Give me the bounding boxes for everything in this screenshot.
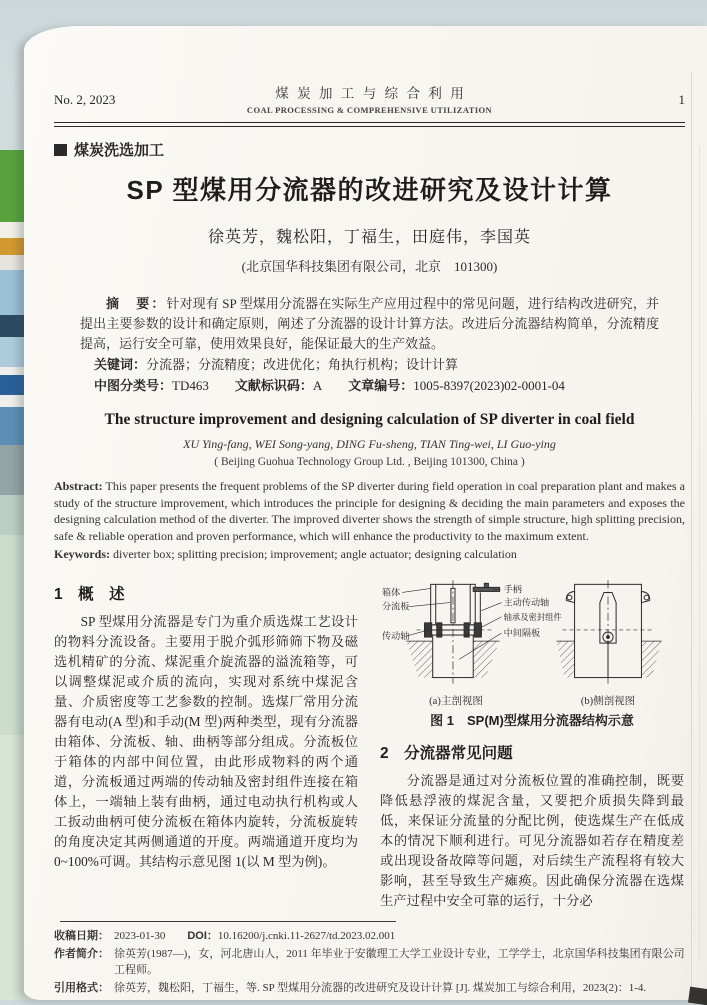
keywords-en-line [54, 546, 685, 562]
bottom-corner-shadow [688, 987, 707, 1005]
fig-label-bearing-seal: 轴承及密封组件 [503, 611, 562, 622]
section-2-body: 分流器是通过对分流板位置的准确控制，既要降低悬浮液的煤泥含量，又要把介质损失降到最低，来保证分流量的分配比例，使选煤生产在低成本的情况下顺利进行。可见分流器如若存在精度差或出现设备故障等问题，对后续生产流程将有较大影响，甚至导致生产瘫痪。因此确保分流器在选煤生产过程中安全可靠的运行，十分必 [380, 773, 684, 908]
article-title-en: The structure improvement and designing calculation of SP diverter in coal field [104, 411, 635, 428]
figure-1 [380, 578, 684, 729]
subfigure-b-label: (b)侧剖视图 [580, 696, 636, 707]
clc-label: 中图分类号： [94, 378, 173, 393]
column-tag [54, 139, 685, 160]
doc-code: A [312, 378, 323, 393]
doi-value: 10.16200/j.cnki.11-2627/td.2023.02.001 [217, 930, 396, 942]
citation-row [54, 980, 685, 996]
cite-text: 徐英芳，魏松阳，丁福生，等. SP 型煤用分流器的改进研究及设计计算 [J]. 煤炭加工与综合利用，2023(2)：1-4. [114, 982, 647, 994]
fig-label-handle: 手柄 [503, 584, 522, 595]
section-1-heading: 1 概 述 [54, 586, 125, 603]
keywords-cn: 分流器；分流精度；改进优化；角执行机构；设计计算 [146, 357, 459, 372]
issue-number: No. 2, 2023 [54, 92, 116, 107]
keywords-label-cn: 关键词： [94, 357, 147, 372]
doc-code-pair [235, 376, 322, 396]
page-content [24, 26, 707, 996]
doi-label: DOI： [187, 930, 218, 942]
section-2-heading: 2 分流器常见问题 [380, 745, 513, 762]
journal-name-en: COAL PROCESSING & COMPREHENSIVE UTILIZATION [246, 105, 493, 115]
abstract-en: This paper presents the frequent problems of the SP diverter during field operation in coal preparation plant and makes a study of the structure improvement, which introduces the principle for designing & deciding the main parameters and exposes the designing calculation method of the diverter. The improved diverter shows the strength of simple structure, high splitting precision, safe & reliable operation and proven performance, which will enhance the productivity to the maximum extent. [54, 479, 685, 543]
received-date: 2023-01-30 [114, 930, 166, 942]
footnote-rule [60, 921, 396, 922]
running-head [54, 82, 685, 115]
clc-code: TD463 [172, 378, 209, 393]
header-rule [54, 122, 685, 127]
article-id: 1005-8397(2023)02-0001-04 [413, 378, 565, 393]
abstract-cn: 针对现有 SP 型煤用分流器在实际生产应用过程中的常见问题，进行结构改进研究，并提出主要参数的设计和确定原则，阐述了分流器的设计计算方法。改进后分流器结构简单，分流精度提高，运行安全可靠，使用效果良好，能保证最大的生产效益。 [80, 296, 659, 351]
journal-cover-edge [0, 150, 26, 1000]
author-bio-row [54, 946, 685, 978]
fig-label-box-body: 箱体 [382, 587, 401, 598]
journal-name-block [204, 82, 535, 115]
affiliation-cn: (北京国华科技集团有限公司，北京 101300) [241, 259, 498, 274]
page-edge-line [691, 72, 692, 992]
classification-line [80, 376, 659, 396]
diverter-structure-drawing [380, 578, 684, 690]
authors-cn: 徐英芳，魏松阳，丁福生，田庭伟，李国英 [207, 229, 531, 246]
abstract-en-block [54, 478, 685, 544]
doc-code-label: 文献标识码： [234, 378, 313, 393]
page-number: 1 [678, 92, 685, 107]
clc-pair [94, 376, 209, 396]
abstract-label-en: Abstract: [54, 479, 103, 493]
keywords-en: diverter box; splitting precision; improvement; angle actuator; designing calculation [113, 547, 517, 561]
fig-label-active-drive-shaft: 主动传动轴 [503, 597, 550, 608]
right-column [380, 576, 684, 911]
bio-text: 徐英芳(1987—)，女，河北唐山人，2011 年毕业于安徽理工大学工业设计专业，工学学士，北京国华科技集团有限公司工程师。 [114, 948, 685, 976]
fig-label-drive-shaft: 传动轴 [382, 631, 410, 642]
article-id-label: 文章编号： [348, 378, 414, 393]
figure-sublabels [380, 693, 684, 708]
bio-label: 作者简介： [54, 948, 109, 960]
keywords-cn-line [80, 355, 659, 375]
journal-page [24, 26, 707, 1000]
square-marker-icon [54, 144, 67, 156]
subfigure-a-label: (a)主剖视图 [429, 696, 483, 707]
abstract-label-cn: 摘 要： [106, 296, 167, 311]
article-title-cn: SP 型煤用分流器的改进研究及设计计算 [126, 175, 613, 205]
figure-caption: 图 1 SP(M)型煤用分流器结构示意 [430, 713, 634, 728]
keywords-label-en: Keywords: [54, 547, 110, 561]
section-1-body: SP 型煤用分流器是专门为重介质选煤工艺设计的物料分流设备。主要用于脱介弧形筛筛下物及磁选机精矿的分流、煤泥重介旋流器的溢流箱等，可以调整煤泥或介质的流向，实现对系统中煤泥含量、介质密度等工艺参数的控制。选煤厂常用分流器有电动(A 型)和手动(M 型)两种类型，现有分流器由箱体、分流板、轴、曲柄等部分组成。分流板位于箱体的内部中间位置，由此形成物料的两个通道，分流板通过两端的传动轴及密封组件连接在箱体上，一端轴上装有曲柄，通过电动执行机构或人工扳动曲柄可使分流板在箱体内旋转，分流板旋转的角度决定其两侧通道的开度。两端通道开度均为 0~100%可调。其结构示意见图 1(以 M 型为例)。 [54, 614, 358, 869]
received-label: 收稿日期： [54, 930, 109, 942]
cite-label: 引用格式： [54, 982, 109, 994]
footnote-block [54, 928, 685, 996]
affiliation-en: ( Beijing Guohua Technology Group Ltd. , Beijing 101300, China ) [214, 456, 525, 468]
authors-en: XU Ying-fang, WEI Song-yang, DING Fu-sheng, TIAN Ting-wei, LI Guo-ying [183, 437, 556, 451]
fig-label-diverter-plate: 分流板 [382, 601, 410, 612]
received-doi-row [54, 928, 685, 944]
journal-name-cn: 煤炭加工与综合利用 [275, 86, 473, 101]
article-id-pair [348, 376, 565, 396]
abstract-cn-block [80, 294, 659, 354]
column-tag-label: 煤炭洗选加工 [74, 142, 165, 159]
page-edge-line-2 [699, 146, 700, 960]
left-column [54, 576, 358, 911]
body-columns [54, 576, 685, 911]
fig-label-middle-partition: 中间隔板 [503, 628, 541, 639]
abstract-cn-text [80, 294, 659, 354]
